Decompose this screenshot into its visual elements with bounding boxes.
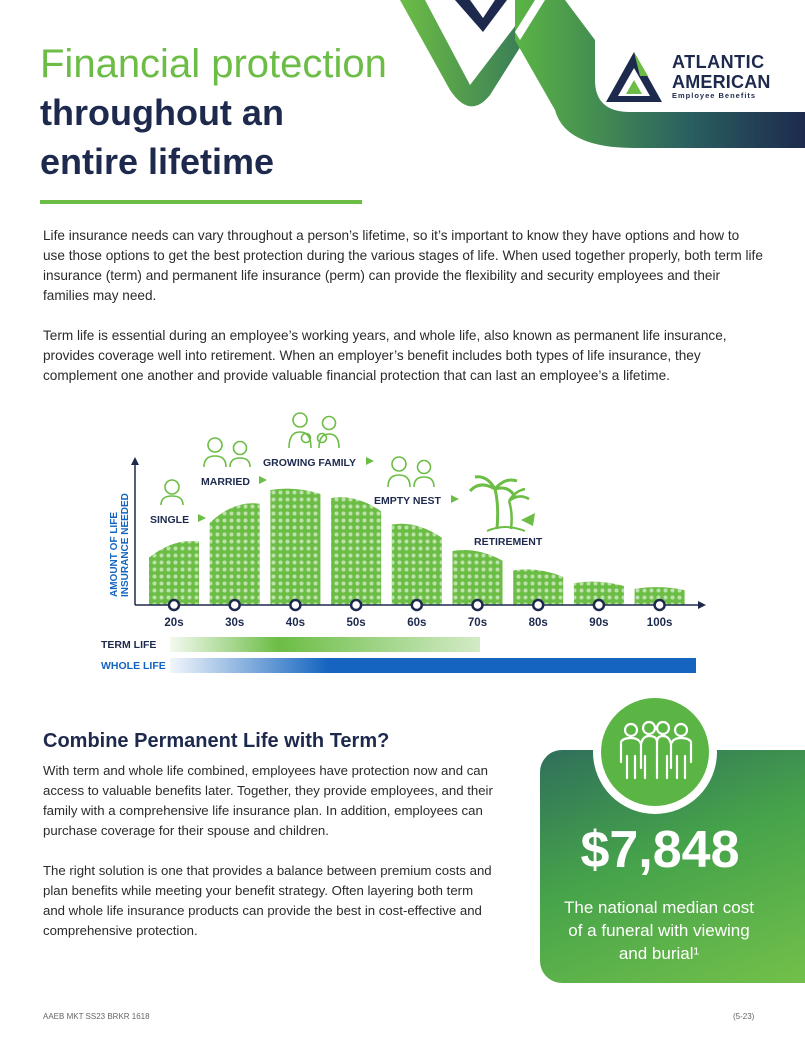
family-icon: [289, 413, 339, 448]
age-tick-label: 70s: [467, 617, 488, 629]
y-axis-arrow-icon: [131, 457, 139, 465]
age-tick-marker: [594, 600, 604, 610]
footer-date: (5-23): [733, 1012, 755, 1021]
y-axis-label-line2: INSURANCE NEEDED: [120, 493, 131, 597]
age-tick-marker: [169, 600, 179, 610]
age-tick-marker: [412, 600, 422, 610]
older-couple-icon: [388, 457, 434, 487]
x-axis-arrow-icon: [698, 601, 706, 609]
age-tick-label: 80s: [528, 617, 548, 629]
need-bar-texture: [210, 503, 260, 605]
age-ticks: [164, 600, 672, 629]
life-insurance-chart: [95, 405, 715, 690]
need-bar-texture: [149, 541, 199, 605]
single-person-icon: [161, 480, 183, 505]
section-heading: Combine Permanent Life with Term?: [43, 730, 390, 752]
age-tick-label: 100s: [646, 617, 673, 629]
page-title-line2: throughout an: [40, 92, 284, 133]
stage-arrow-icon: [259, 476, 267, 484]
title-underline: [40, 200, 362, 204]
logo-text-line3: Employee Benefits: [672, 91, 757, 100]
age-tick-label: 60s: [407, 617, 427, 629]
term-life-band: [170, 637, 480, 652]
stage-arrow-icon: [451, 495, 459, 503]
y-axis-label-line1: AMOUNT OF LIFE: [109, 512, 120, 597]
group-people-icon: [601, 698, 709, 806]
age-tick-marker: [655, 600, 665, 610]
stage-label-married: MARRIED: [201, 476, 250, 488]
stat-value: $7,848: [580, 821, 740, 879]
age-tick-label: 40s: [285, 617, 305, 629]
combine-paragraph-1: With term and whole life combined, employees have protection now and can access to valuable benefits later. Together, they provide employees, and their family with a comprehensive life insurance plan. In addition, employees can purchase coverage for their spouse and children.: [43, 763, 493, 838]
need-bar-texture: [331, 497, 381, 605]
stage-arrow-icon: [366, 457, 374, 465]
logo-text-line2: AMERICAN: [672, 72, 771, 92]
logo-text-line1: ATLANTIC: [672, 52, 765, 72]
need-bar-texture: [392, 524, 442, 605]
stage-arrow-icon: [198, 514, 206, 522]
chevron-shape-dark: [455, 0, 507, 32]
footer-code: AAEB MKT SS23 BRKR 1618: [43, 1012, 150, 1021]
age-tick-label: 50s: [346, 617, 366, 629]
couple-icon: [204, 438, 250, 467]
stage-label-empty-nest: EMPTY NEST: [374, 495, 441, 507]
intro-paragraph-2: Term life is essential during an employee’s working years, and whole life, also known as permanent life insurance, provides coverage well into retirement. When an employer’s benefit includes both types of life insurance, they complement one another and provide valuable financial protection that can last an employee’s a lifetime.: [43, 328, 727, 383]
age-tick-marker: [290, 600, 300, 610]
age-tick-marker: [533, 600, 543, 610]
age-tick-marker: [473, 600, 483, 610]
palm-tree-icon: [470, 477, 535, 531]
whole-life-band: [170, 658, 696, 673]
need-bar-texture: [453, 550, 503, 605]
page-title-line1: Financial protection: [40, 42, 387, 86]
stage-label-growing-family: GROWING FAMILY: [263, 457, 356, 469]
combine-paragraph-2: The right solution is one that provides a balance between premium costs and plan benefits while meeting your benefit strategy. Often layering both term and whole life insurance products can provide the best in cost-effective and comprehensive protection.: [43, 863, 492, 938]
term-life-label: TERM LIFE: [101, 639, 157, 651]
age-tick-marker: [230, 600, 240, 610]
stage-label-single: SINGLE: [150, 514, 190, 526]
whole-life-label: WHOLE LIFE: [101, 660, 166, 672]
intro-paragraph-1: Life insurance needs can vary throughout a person’s lifetime, so it’s important to know they have options and how to use those options to get the best protection during the various stages of life. When used together properly, both term life insurance (term) and permanent life insurance (perm) can provide the flexibility and security employees and their families may need.: [43, 228, 763, 303]
stat-description: The national median cost of a funeral with viewing and burial¹: [564, 898, 754, 963]
page-title-line3: entire lifetime: [40, 141, 275, 182]
age-tick-label: 30s: [225, 617, 245, 629]
stage-label-retirement: RETIREMENT: [474, 536, 543, 548]
age-tick-marker: [351, 600, 361, 610]
age-tick-label: 20s: [164, 617, 184, 629]
age-tick-label: 90s: [589, 617, 609, 629]
need-bar-texture: [270, 489, 320, 605]
